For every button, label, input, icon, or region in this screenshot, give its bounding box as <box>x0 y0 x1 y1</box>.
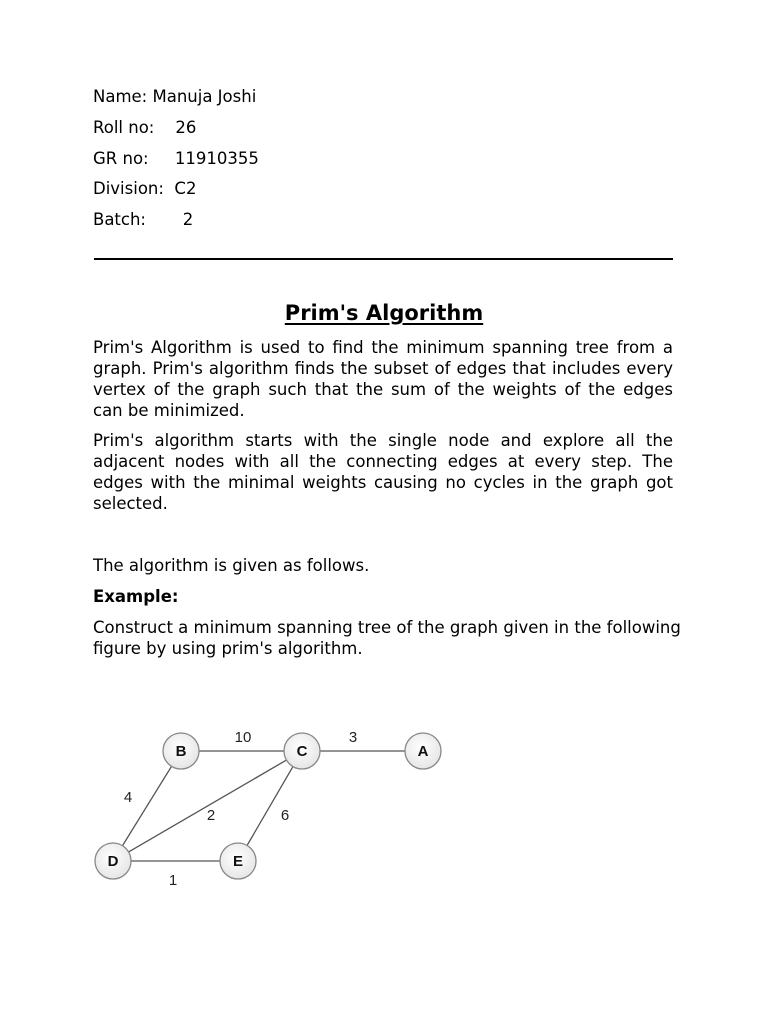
edge-label-b-d: 4 <box>123 789 133 806</box>
node-e-label: E <box>232 853 244 870</box>
edge-label-c-a: 3 <box>348 729 358 746</box>
page-title: Prim's Algorithm <box>284 301 484 325</box>
graph-figure <box>88 718 458 898</box>
edge-label-d-e: 1 <box>168 872 178 889</box>
algorithm-intro: The algorithm is given as follows. <box>93 556 370 575</box>
horizontal-rule <box>94 258 673 260</box>
student-name: Name: Manuja Joshi <box>93 87 257 106</box>
node-b-label: B <box>175 743 187 760</box>
division: Division: C2 <box>93 179 197 198</box>
edge-label-b-c: 10 <box>234 729 252 746</box>
example-heading: Example: <box>93 587 179 606</box>
node-a-label: A <box>417 743 429 760</box>
node-d-label: D <box>107 853 119 870</box>
paragraph-description: Prim's algorithm starts with the single node and explore all the adjacent nodes with all the connecting edges at every step. The edges with the minimal weights causing no cycles in the graph got selected. <box>93 431 673 513</box>
paragraph-definition: Prim's Algorithm is used to find the minimum spanning tree from a graph. Prim's algorithm finds the subset of edges that includes every vertex of the graph such that the sum of the weights of the edges can be minimized. <box>93 338 673 420</box>
node-c-label: C <box>296 743 308 760</box>
batch: Batch: 2 <box>93 210 194 229</box>
node-b <box>163 733 199 769</box>
edge-c-d <box>113 751 302 861</box>
edge-label-c-d: 2 <box>206 807 216 824</box>
node-a <box>405 733 441 769</box>
roll-number: Roll no: 26 <box>93 118 197 137</box>
edge-c-e <box>238 751 302 861</box>
edge-b-d <box>113 751 181 861</box>
node-d <box>95 843 131 879</box>
example-text: Construct a minimum spanning tree of the graph given in the following figure by using prim's algorithm. <box>93 618 681 658</box>
node-c <box>284 733 320 769</box>
node-e <box>220 843 256 879</box>
edge-label-c-e: 6 <box>280 807 290 824</box>
gr-number: GR no: 11910355 <box>93 149 259 168</box>
